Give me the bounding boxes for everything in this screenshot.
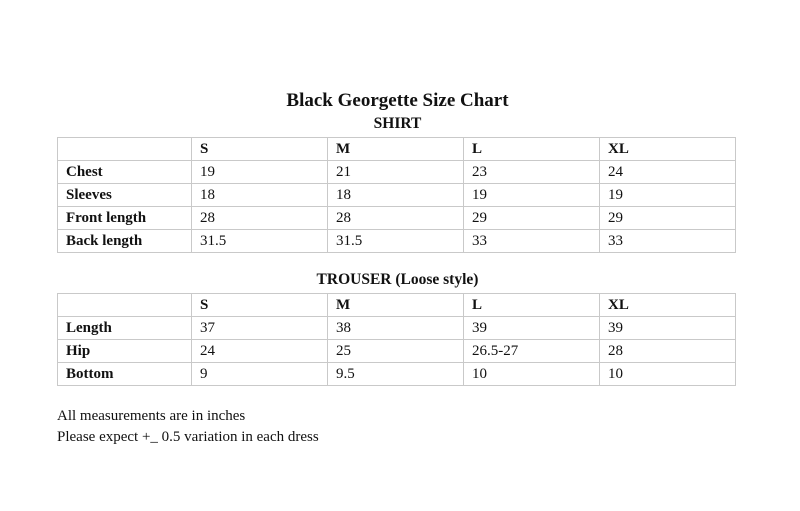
table-cell: 18: [192, 184, 328, 207]
trouser-size-header-row: [58, 294, 736, 317]
table-cell: 29: [600, 207, 736, 230]
size-header-l: L: [464, 294, 600, 317]
row-label: Hip: [58, 340, 192, 363]
table-cell: 37: [192, 317, 328, 340]
table-cell: 33: [464, 230, 600, 253]
table-row: [58, 207, 736, 230]
table-cell: 19: [600, 184, 736, 207]
size-header-xl: XL: [600, 138, 736, 161]
table-row: [58, 363, 736, 386]
table-cell: 29: [464, 207, 600, 230]
size-header-s: S: [192, 138, 328, 161]
table-cell: 31.5: [328, 230, 464, 253]
table-row: [58, 184, 736, 207]
header-empty-cell: [58, 294, 192, 317]
table-cell: 21: [328, 161, 464, 184]
row-label: Sleeves: [58, 184, 192, 207]
table-cell: 10: [464, 363, 600, 386]
header-empty-cell: [58, 138, 192, 161]
table-cell: 9: [192, 363, 328, 386]
table-row: [58, 161, 736, 184]
table-row: [58, 340, 736, 363]
size-header-s: S: [192, 294, 328, 317]
shirt-size-table: [57, 137, 736, 253]
page-title: Black Georgette Size Chart: [286, 90, 509, 111]
shirt-size-header-row: [58, 138, 736, 161]
table-cell: 33: [600, 230, 736, 253]
table-cell: 19: [192, 161, 328, 184]
size-header-m: M: [328, 138, 464, 161]
table-cell: 10: [600, 363, 736, 386]
table-cell: 18: [328, 184, 464, 207]
shirt-heading: SHIRT: [373, 115, 422, 132]
table-cell: 28: [192, 207, 328, 230]
table-cell: 24: [600, 161, 736, 184]
row-label: Front length: [58, 207, 192, 230]
note-line: All measurements are in inches: [57, 408, 246, 424]
table-cell: 19: [464, 184, 600, 207]
measurement-notes: [57, 406, 319, 448]
size-header-xl: XL: [600, 294, 736, 317]
trouser-size-table: [57, 293, 736, 386]
table-row: [58, 317, 736, 340]
trouser-heading: TROUSER (Loose style): [316, 271, 479, 288]
table-cell: 24: [192, 340, 328, 363]
size-header-m: M: [328, 294, 464, 317]
table-cell: 9.5: [328, 363, 464, 386]
size-header-l: L: [464, 138, 600, 161]
table-cell: 31.5: [192, 230, 328, 253]
row-label: Back length: [58, 230, 192, 253]
row-label: Bottom: [58, 363, 192, 386]
table-cell: 26.5-27: [464, 340, 600, 363]
table-cell: 23: [464, 161, 600, 184]
table-cell: 28: [600, 340, 736, 363]
table-cell: 25: [328, 340, 464, 363]
table-cell: 38: [328, 317, 464, 340]
note-line: Please expect +_ 0.5 variation in each dress: [57, 429, 319, 445]
row-label: Length: [58, 317, 192, 340]
table-cell: 28: [328, 207, 464, 230]
table-row: [58, 230, 736, 253]
table-cell: 39: [600, 317, 736, 340]
table-cell: 39: [464, 317, 600, 340]
row-label: Chest: [58, 161, 192, 184]
